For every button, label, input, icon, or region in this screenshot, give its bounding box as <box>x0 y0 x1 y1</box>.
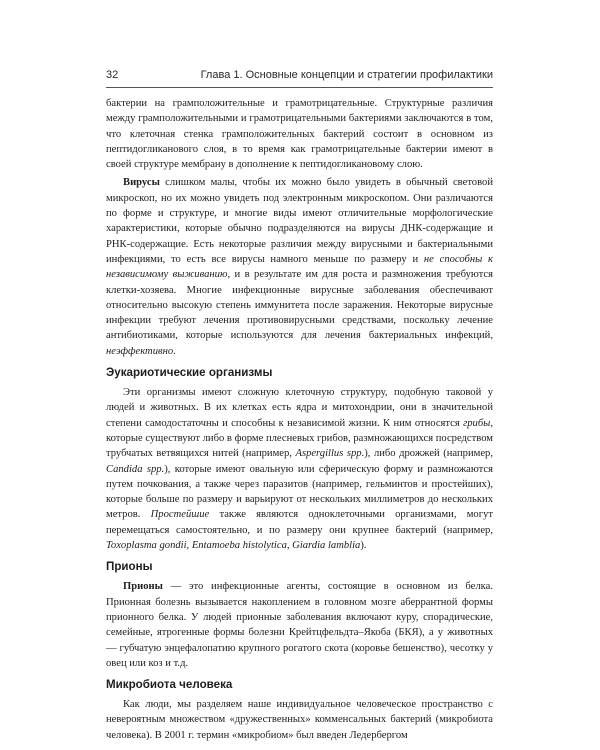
section-heading-microbiota: Микробиота человека <box>106 678 233 692</box>
intro-paragraph: бактерии на грамположительные и грамотрицательные. Структурные различия между грамположительными и грамотрицательными бактериями заключаются в том, что клеточная стенка грамположительных бактерий состоит в основном из пептидогликанового слоя, в то время как грамотрицательные бактерии имеют в своей структуре мембрану в дополнение к пептидогликановому слою. <box>106 98 493 171</box>
chapter-title: Глава 1. Основные концепции и стратегии профилактики <box>200 69 493 81</box>
prions-term: Прионы <box>123 581 163 593</box>
species-name: Toxoplasma gondii, Entamoeba histolytica, Giardia lamblia <box>106 540 361 552</box>
eukaryotes-emphasis: Простейшие <box>150 509 210 521</box>
page-number: 32 <box>106 69 119 81</box>
microbiota-paragraph: Как люди, мы разделяем наше индивидуальное человеческое пространство с невероятным множеством «дружественных» комменсальных бактерий (микробиота человека). В 2001 г. термин «микробиом» был введен Ледербергом <box>106 699 493 741</box>
viruses-emphasis: неэффективно <box>106 345 174 357</box>
page-content <box>106 96 493 743</box>
prions-paragraph: Прионы — это инфекционные агенты, состоящие в основном из белка. Прионная болезнь вызывается накоплением в головном мозге аберрантной формы прионного белка. У людей прионные заболевания включают куру, спорадические, семейные, ятрогенные формы болезни Крейтцфельдта–Якоба (БКЯ), а у животных — губчатую энцефалопатию крупного рогатого скота (коровье бешенство), чесотку у овец или коз и т.д. <box>106 581 493 669</box>
eukaryotes-paragraph: Эти организмы имеют сложную клеточную структуру, подобную таковой у людей и животных. В их клетках есть ядра и митохондрии, они в значительной степени самодостаточны и способны к независимой жизни. К ним относятся грибы, которые существуют либо в форме плесневых грибов, размножающихся посредством трубчатых ветвящихся нитей (например, Aspergillus spp.), либо дрожжей (например, Candida spp.), которые имеют овальную или сферическую форму и размножаются путем почкования, а также через паразитов (например, гельминтов и простейших), которые больше по размеру и варьируют от нескольких миллиметров до нескольких метров. Простейшие также являются одноклеточными организмами, могут перемещаться самостоятельно, и по размеру они крупнее бактерий (например, Toxoplasma gondii, Entamoeba histolytica, Giardia lamblia). <box>106 387 493 552</box>
viruses-emphasis: не способны к независимому выживанию <box>106 253 493 281</box>
section-heading-eukaryotes: Эукариотические организмы <box>106 366 273 380</box>
viruses-paragraph: Вирусы слишком малы, чтобы их можно было увидеть в обычный световой микроскоп, но их можно увидеть под электронным микроскопом. Они различаются по форме и структуре, и многие виды имеют отличительные морфологические характеристики, которые обычно подразделяются на вирусы ДНК-содержащие и РНК-содержащие. Есть некоторые различия между вирусными и бактериальными инфекциями, то есть все вирусы намного меньше по размеру и не способны к независимому выживанию, и в результате им для роста и размножения требуются клетки-хозяева. Многие инфекционные вирусные заболевания обеспечивают относительно высокую степень иммунитета после заражения. Некоторые вирусные инфекции требуют лечения противовирусными средствами, поскольку лечение антибиотиками, которые используются для лечения бактериальных инфекций, неэффективно. <box>106 177 493 357</box>
running-header <box>106 69 493 88</box>
viruses-term: Вирусы <box>123 177 160 189</box>
eukaryotes-emphasis: грибы <box>463 417 491 429</box>
species-name: Candida spp. <box>106 463 165 475</box>
species-name: Aspergillus spp. <box>295 448 365 460</box>
section-heading-prions: Прионы <box>106 560 153 574</box>
